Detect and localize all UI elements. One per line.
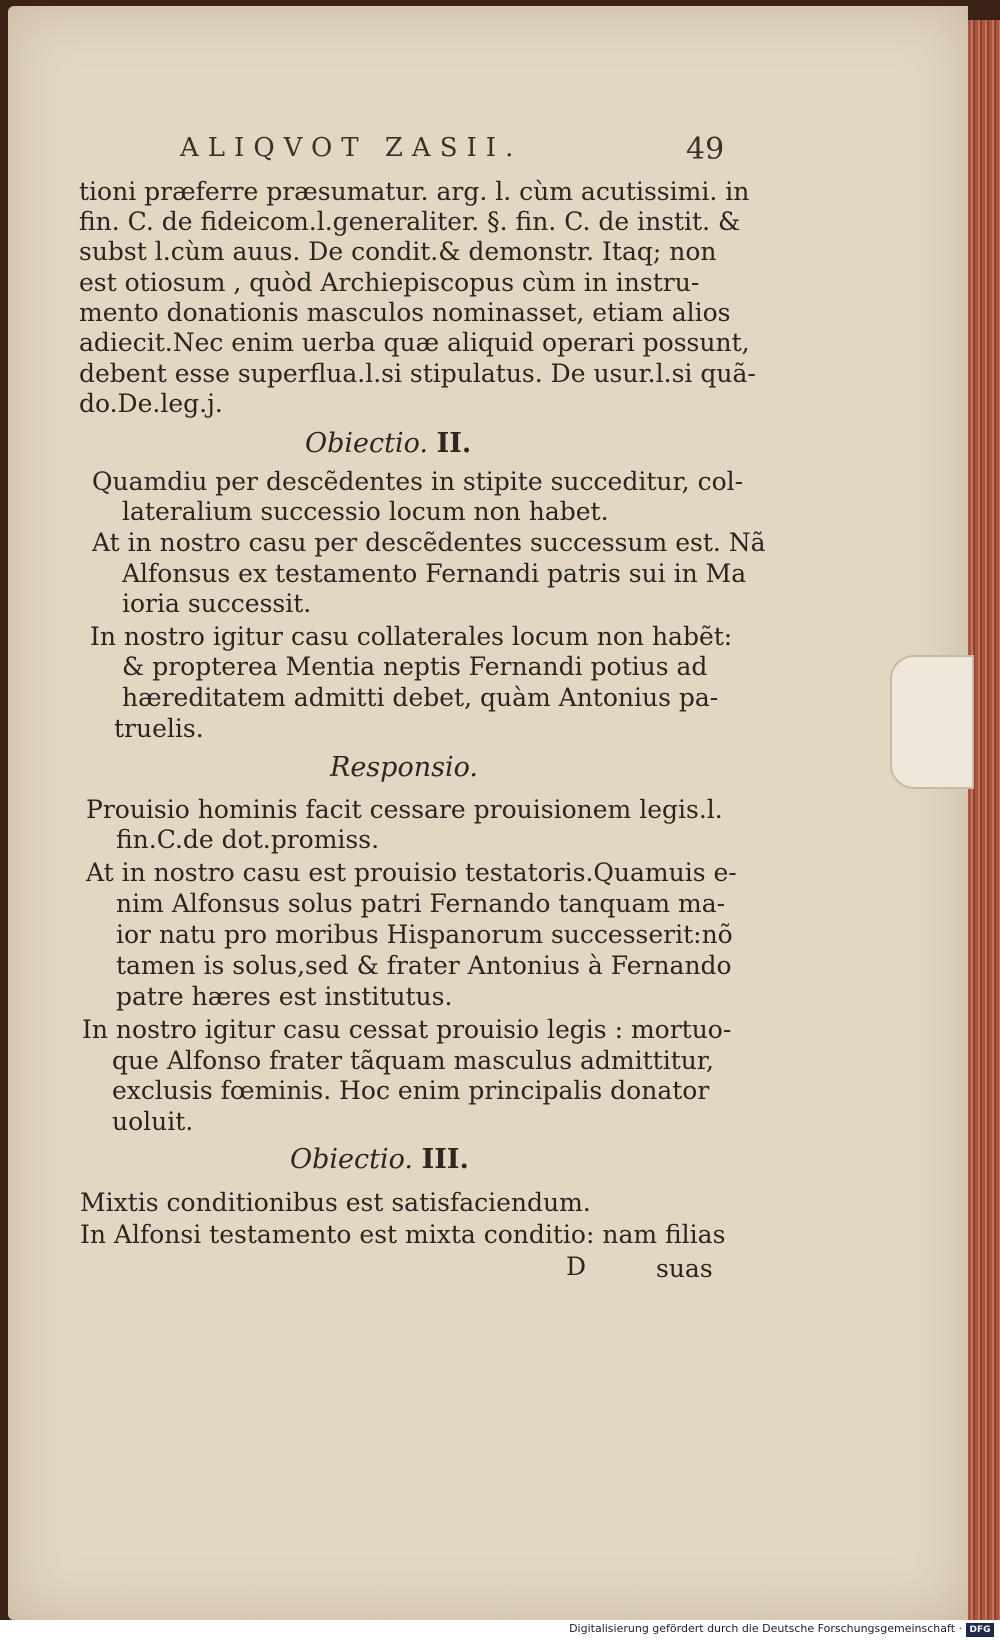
text-line: In Alfonsi testamento est mixta conditio: nam filias bbox=[80, 1220, 726, 1249]
text-line: debent esse superflua.l.si stipulatus. De usur.l.si quã- bbox=[79, 359, 756, 388]
text-line: hæreditatem admitti debet, quàm Antonius pa- bbox=[122, 683, 719, 712]
text-line: In nostro igitur casu collaterales locum non habẽt: bbox=[90, 622, 733, 651]
text-line: patre hæres est institutus. bbox=[116, 982, 453, 1011]
text-line: do.De.leg.j. bbox=[79, 389, 223, 418]
text-line: In nostro igitur casu cessat prouisio legis : mortuo- bbox=[82, 1015, 732, 1044]
text-line: At in nostro casu per descẽdentes successum est. Nã bbox=[92, 528, 766, 557]
text-line: fin. C. de fideicom.l.generaliter. §. fin. C. de instit. & bbox=[79, 207, 741, 236]
heading-word: Obiectio. bbox=[305, 428, 429, 459]
text-line: ioria successit. bbox=[122, 589, 312, 618]
page-number: 49 bbox=[686, 132, 725, 167]
text-line: exclusis fœminis. Hoc enim principalis donator bbox=[112, 1076, 710, 1105]
text-line: subst l.cùm auus. De condit.& demonstr. Itaq; non bbox=[79, 237, 717, 266]
text-line: tioni præferre præsumatur. arg. l. cùm acutissimi. in bbox=[79, 177, 750, 206]
signature-mark: D bbox=[566, 1252, 587, 1281]
section-heading-objectio-2 bbox=[305, 428, 471, 459]
heading-number: II. bbox=[436, 428, 472, 459]
text-line: Prouisio hominis facit cessare prouisionem legis.l. bbox=[86, 795, 723, 824]
text-line: uoluit. bbox=[112, 1107, 194, 1136]
text-line: ior natu pro moribus Hispanorum successerit:nõ bbox=[116, 920, 733, 949]
heading-word: Responsio. bbox=[330, 752, 478, 783]
text-line: lateralium successio locum non habet. bbox=[122, 497, 609, 526]
text-line: adiecit.Nec enim uerba quæ aliquid operari possunt, bbox=[79, 328, 750, 357]
text-line: & propterea Mentia neptis Fernandi potius ad bbox=[122, 652, 708, 681]
catchword: suas bbox=[656, 1254, 713, 1283]
text-line: nim Alfonsus solus patri Fernando tanquam ma- bbox=[116, 889, 726, 918]
text-line: que Alfonso frater tãquam masculus admittitur, bbox=[112, 1046, 715, 1075]
section-heading-responsio bbox=[330, 752, 478, 783]
digitization-footer bbox=[0, 1620, 1000, 1640]
text-line: est otiosum , quòd Archiepiscopus cùm in instru- bbox=[79, 268, 700, 297]
text-line: tamen is solus,sed & frater Antonius à Fernando bbox=[116, 951, 732, 980]
heading-word: Obiectio. bbox=[290, 1144, 414, 1175]
text-line: fin.C.de dot.promiss. bbox=[116, 825, 380, 854]
text-line: Mixtis conditionibus est satisfaciendum. bbox=[80, 1188, 591, 1217]
dfg-logo: DFG bbox=[966, 1623, 994, 1637]
footer-credit: Digitalisierung gefördert durch die Deutsche Forschungsgemeinschaft · bbox=[569, 1622, 962, 1635]
text-line: Quamdiu per descẽdentes in stipite succeditur, col- bbox=[92, 467, 744, 496]
text-line: Alfonsus ex testamento Fernandi patris sui in Ma bbox=[122, 559, 747, 588]
heading-number: III. bbox=[421, 1144, 469, 1175]
text-line: mento donationis masculos nominasset, etiam alios bbox=[79, 298, 731, 327]
section-heading-objectio-3 bbox=[290, 1144, 469, 1175]
text-line: At in nostro casu est prouisio testatoris.Quamuis e- bbox=[86, 858, 737, 887]
running-head: ALIQVOT ZASII. bbox=[180, 133, 523, 163]
text-line: truelis. bbox=[114, 714, 204, 743]
